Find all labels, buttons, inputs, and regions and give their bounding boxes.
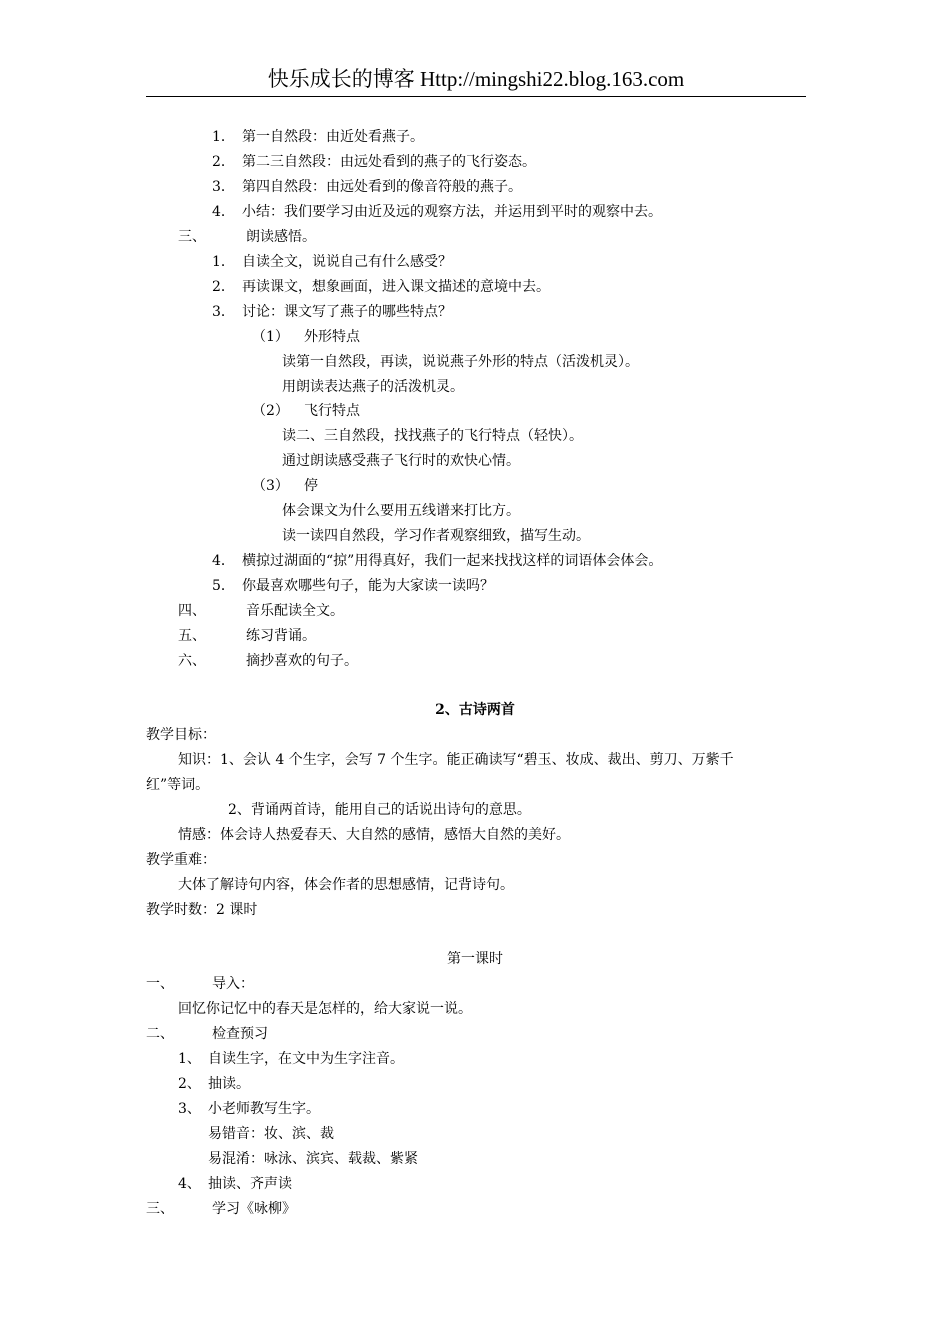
difficulty-label: 教学重难：: [146, 852, 216, 868]
list-item: [212, 152, 536, 172]
list-item: [212, 202, 662, 222]
item-text: 自读全文，说说自己有什么感受？: [242, 254, 452, 270]
section-heading: [178, 651, 358, 671]
list-item: [212, 302, 452, 322]
heading-text: 学习《咏柳》: [212, 1201, 296, 1217]
item-text: 第一自然段：由近处看燕子。: [242, 129, 424, 145]
sub-item-number: （2）: [252, 403, 289, 419]
list-item: [212, 177, 522, 197]
text-line: 用朗读表达燕子的活泼机灵。: [282, 379, 464, 395]
difficulty-text: 大体了解诗句内容，体会作者的思想感情，记背诗句。: [178, 877, 514, 893]
item-number: 1．: [212, 254, 235, 270]
heading-text: 摘抄喜欢的句子。: [246, 653, 358, 669]
list-item: [212, 277, 550, 297]
emotion-text: 情感：体会诗人热爱春天、大自然的感情，感悟大自然的美好。: [178, 827, 570, 843]
item-text: 小结：我们要学习由近及远的观察方法，并运用到平时的观察中去。: [242, 204, 662, 220]
knowledge-text-continued: 红”等词。: [146, 777, 210, 793]
item-number: 4、: [178, 1176, 201, 1192]
list-item: [178, 1174, 292, 1194]
section-heading: [146, 974, 254, 994]
item-text: 抽读、齐声读: [208, 1176, 292, 1192]
text-line: 回忆你记忆中的春天是怎样的，给大家说一说。: [178, 1001, 472, 1017]
section-heading: [146, 1199, 296, 1219]
sub-item-text: 飞行特点: [304, 403, 360, 419]
heading-text: 音乐配读全文。: [246, 603, 344, 619]
lesson-title: 2、古诗两首: [435, 702, 515, 718]
item-text: 第二三自然段：由远处看到的燕子的飞行姿态。: [242, 154, 536, 170]
item-text: 横掠过湖面的“掠”用得真好，我们一起来找找这样的词语体会体会。: [242, 553, 663, 569]
text-line: 易混淆：咏泳、滨宾、载裁、紫紧: [208, 1151, 418, 1167]
list-item: [178, 1049, 404, 1069]
list-item: [212, 252, 452, 272]
list-item: [178, 1074, 250, 1094]
item-number: 5．: [212, 578, 235, 594]
heading-number: 一、: [146, 976, 174, 992]
heading-text: 导入：: [212, 976, 254, 992]
goals-label: 教学目标：: [146, 727, 216, 743]
item-text: 讨论：课文写了燕子的哪些特点？: [242, 304, 452, 320]
text-line: 易错音：妆、滨、裁: [208, 1126, 334, 1142]
section-heading: [178, 626, 316, 646]
knowledge-text: 知识：1、会认 4 个生字，会写 7 个生字。能正确读写“碧玉、妆成、裁出、剪刀、万紫千: [178, 752, 734, 768]
item-text: 自读生字，在文中为生字注音。: [208, 1051, 404, 1067]
item-number: 1、: [178, 1051, 201, 1067]
heading-number: 四、: [178, 603, 206, 619]
page-header: 快乐成长的博客 Http://mingshi22.blog.163.com: [146, 62, 806, 97]
heading-text: 练习背诵。: [246, 628, 316, 644]
sub-item-number: （1）: [252, 329, 289, 345]
text-line: 通过朗读感受燕子飞行时的欢快心情。: [282, 453, 520, 469]
item-text: 再读课文，想象画面，进入课文描述的意境中去。: [242, 279, 550, 295]
list-item: [212, 551, 662, 571]
item-text: 抽读。: [208, 1076, 250, 1092]
sub-item-text: 停: [304, 478, 318, 494]
sub-item: [252, 401, 360, 421]
item-number: 2、: [178, 1076, 201, 1092]
item-number: 3．: [212, 179, 235, 195]
item-number: 3．: [212, 304, 235, 320]
text-line: 体会课文为什么要用五线谱来打比方。: [282, 503, 520, 519]
period-title: 第一课时: [447, 951, 503, 967]
item-text: 小老师教写生字。: [208, 1101, 320, 1117]
list-item: [178, 1099, 320, 1119]
item-number: 4．: [212, 553, 235, 569]
heading-number: 六、: [178, 653, 206, 669]
item-number: 1．: [212, 129, 235, 145]
section-heading: [178, 601, 344, 621]
heading-number: 三、: [178, 229, 206, 245]
hours-text: 教学时数：2 课时: [146, 902, 258, 918]
sub-item-number: （3）: [252, 478, 289, 494]
list-item: [212, 576, 494, 596]
section-heading: [146, 1024, 268, 1044]
item-text: 第四自然段：由远处看到的像音符般的燕子。: [242, 179, 522, 195]
heading-text: 检查预习: [212, 1026, 268, 1042]
sub-item: [252, 476, 318, 496]
item-number: 2．: [212, 154, 235, 170]
item-number: 3、: [178, 1101, 201, 1117]
heading-number: 二、: [146, 1026, 174, 1042]
heading-number: 三、: [146, 1201, 174, 1217]
list-item: [212, 127, 424, 147]
item-number: 2．: [212, 279, 235, 295]
knowledge-item: 2、背诵两首诗，能用自己的话说出诗句的意思。: [228, 802, 531, 818]
text-line: 读二、三自然段，找找燕子的飞行特点（轻快）。: [282, 428, 583, 444]
sub-item: [252, 327, 360, 347]
section-heading: [178, 227, 316, 247]
heading-number: 五、: [178, 628, 206, 644]
sub-item-text: 外形特点: [304, 329, 360, 345]
text-line: 读一读四自然段，学习作者观察细致，描写生动。: [282, 528, 590, 544]
heading-text: 朗读感悟。: [246, 229, 316, 245]
text-line: 读第一自然段，再读，说说燕子外形的特点（活泼机灵）。: [282, 354, 639, 370]
item-number: 4．: [212, 204, 235, 220]
item-text: 你最喜欢哪些句子，能为大家读一读吗？: [242, 578, 494, 594]
